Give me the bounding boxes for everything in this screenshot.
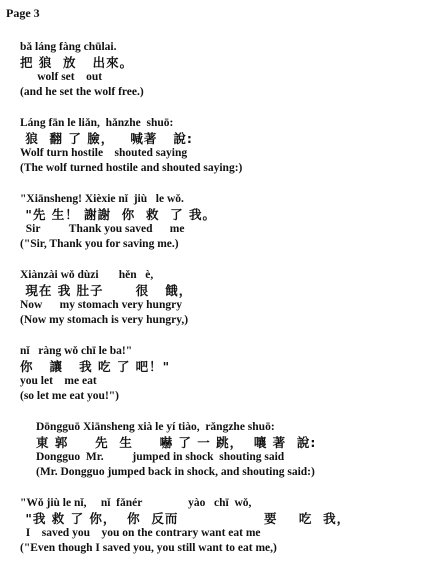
translation-line: ("Sir, Thank you for saving me.)	[20, 238, 179, 250]
chinese-line: 你 讓 我 吃 了 吧！"	[20, 359, 171, 374]
chinese-line: 現在 我 肚子 很 餓，	[20, 283, 193, 298]
pinyin-line: Láng fān le liǎn, hǎnzhe shuō:	[20, 117, 174, 129]
text-block-6	[36, 420, 316, 480]
chinese-line: 把 狼 放 出來。	[20, 55, 134, 70]
translation-line: (The wolf turned hostile and shouted saying:)	[20, 162, 243, 174]
gloss-line: Sir Thank you saved me	[20, 223, 185, 235]
chinese-line: 東 郭 先 生 嚇 了 一 跳， 嚷 著 說:	[36, 435, 317, 450]
chinese-line: 狼 翻 了 臉， 喊著 說:	[20, 131, 193, 146]
page-number: Page 3	[6, 6, 40, 20]
translation-line: (so let me eat you!")	[20, 390, 119, 402]
translation-line: ("Even though I saved you, you still want to eat me,)	[20, 542, 277, 554]
gloss-line: I saved you you on the contrary want eat me	[20, 527, 261, 539]
text-block-4	[20, 268, 192, 328]
chinese-line: "先 生！ 謝謝 你 救 了 我。	[20, 207, 217, 222]
text-block-2	[20, 116, 242, 176]
text-block-3	[20, 192, 216, 252]
chinese-line: "我 救 了 你， 你 反而 要 吃 我，	[20, 511, 351, 526]
pinyin-line: bǎ láng fàng chūlai.	[20, 41, 117, 53]
gloss-line: you let me eat	[20, 375, 97, 387]
translation-line: (Mr. Dongguo jumped back in shock, and shouting said:)	[36, 466, 315, 478]
text-block-1	[20, 40, 144, 100]
pinyin-line: Xiànzài wǒ dùzi hěn è,	[20, 269, 154, 281]
text-block-5	[20, 344, 170, 404]
pinyin-line: nǐ ràng wǒ chī le ba!"	[20, 345, 133, 357]
translation-line: (and he set the wolf free.)	[20, 86, 144, 98]
pinyin-line: "Wǒ jiù le nǐ, nǐ fǎnér yào chī wǒ,	[20, 497, 252, 509]
gloss-line: Wolf turn hostile shouted saying	[20, 147, 188, 159]
gloss-line: wolf set out	[20, 71, 103, 83]
text-block-7	[20, 496, 350, 556]
gloss-line: Dongguo Mr. jumped in shock shouting said	[36, 451, 285, 463]
pinyin-line: "Xiānsheng! Xièxie nǐ jiù le wǒ.	[20, 193, 184, 205]
pinyin-line: Dōngguō Xiānsheng xià le yí tiào, rǎngzhe shuō:	[36, 421, 275, 433]
gloss-line: Now my stomach very hungry	[20, 299, 182, 311]
translation-line: (Now my stomach is very hungry,)	[20, 314, 189, 326]
